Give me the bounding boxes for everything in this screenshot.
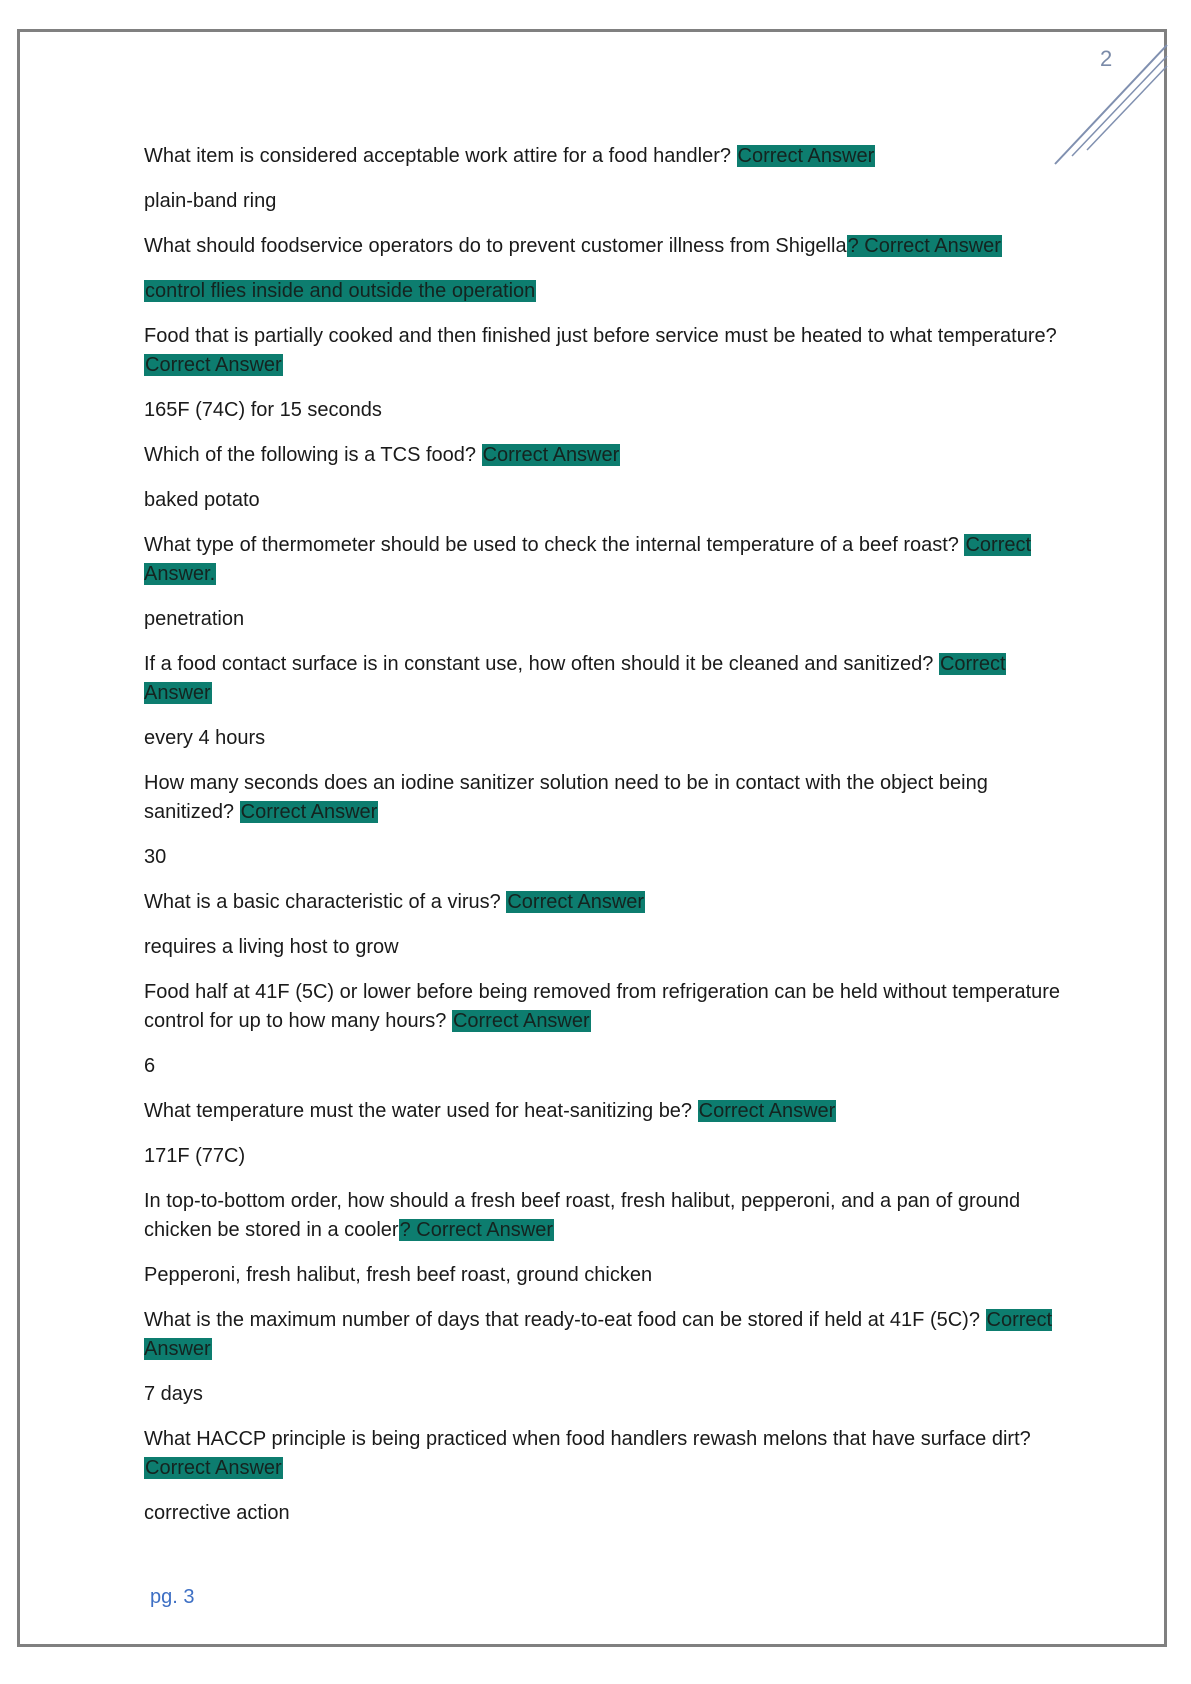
- highlighted-text: ? Correct Answer: [399, 1219, 553, 1241]
- paragraph-text: What type of thermometer should be used to check the internal temperature of a beef roast?: [144, 534, 965, 556]
- paragraph-text: What HACCP principle is being practiced when food handlers rewash melons that have surface dirt?: [144, 1428, 1031, 1450]
- highlighted-text: Correct Answer: [482, 444, 620, 466]
- answer-paragraph: [144, 277, 1064, 306]
- question-paragraph: [144, 978, 1064, 1036]
- paragraph-text: corrective action: [144, 1502, 290, 1524]
- question-paragraph: [144, 1187, 1064, 1245]
- answer-paragraph: [144, 933, 1064, 962]
- highlighted-text: Correct Answer: [145, 354, 282, 376]
- paragraph-text: plain-band ring: [144, 190, 277, 212]
- highlighted-text: Correct Answer: [144, 653, 1006, 704]
- paragraph-text: What item is considered acceptable work attire for a food handler?: [144, 145, 737, 167]
- paragraph-text: What should foodservice operators do to prevent customer illness from Shigella: [144, 235, 847, 257]
- highlighted-text: ? Correct Answer: [847, 235, 1001, 257]
- answer-paragraph: [144, 1261, 1064, 1290]
- question-paragraph: [144, 232, 1064, 261]
- highlighted-text: Correct Answer: [240, 801, 378, 823]
- highlighted-text: control flies inside and outside the operation: [145, 280, 536, 302]
- answer-paragraph: [144, 486, 1064, 515]
- question-paragraph: [144, 441, 1064, 470]
- paragraph-text: In top-to-bottom order, how should a fresh beef roast, fresh halibut, pepperoni, and a pan of ground chicken be stored in a cooler: [144, 1190, 1021, 1241]
- answer-paragraph: [144, 1052, 1064, 1081]
- paragraph-text: 6: [144, 1055, 156, 1077]
- answer-paragraph: [144, 605, 1064, 634]
- paragraph-text: What is the maximum number of days that ready-to-eat food can be stored if held at 41F (5C)?: [144, 1309, 986, 1331]
- paragraph-text: baked potato: [144, 489, 260, 511]
- question-paragraph: [144, 888, 1064, 917]
- highlighted-text: Correct Answer: [698, 1100, 836, 1122]
- page-number: 2: [1100, 46, 1113, 71]
- paragraph-text: What is a basic characteristic of a virus?: [144, 891, 507, 913]
- answer-paragraph: [144, 843, 1064, 872]
- question-paragraph: [144, 1097, 1064, 1126]
- paragraph-text: requires a living host to grow: [144, 936, 399, 958]
- question-paragraph: [144, 769, 1064, 827]
- paragraph-text: every 4 hours: [144, 727, 266, 749]
- paragraph-text: Food half at 41F (5C) or lower before being removed from refrigeration can be held without temperature control for up to how many hours?: [144, 981, 1061, 1032]
- paragraph-text: Which of the following is a TCS food?: [144, 444, 482, 466]
- answer-paragraph: [144, 724, 1064, 753]
- highlighted-text: Correct Answer: [452, 1010, 590, 1032]
- footer-page-label: pg. 3: [150, 1586, 195, 1608]
- question-paragraph: [144, 650, 1064, 708]
- question-paragraph: [144, 531, 1064, 589]
- answer-paragraph: [144, 1380, 1064, 1409]
- answer-paragraph: [144, 1142, 1064, 1171]
- paragraph-text: Pepperoni, fresh halibut, fresh beef roast, ground chicken: [144, 1264, 653, 1286]
- paragraph-text: 7 days: [144, 1383, 203, 1405]
- answer-paragraph: [144, 1499, 1064, 1528]
- paragraph-text: If a food contact surface is in constant use, how often should it be cleaned and sanitized?: [144, 653, 939, 675]
- highlighted-text: Correct Answer: [145, 1457, 282, 1479]
- question-paragraph: [144, 142, 1064, 171]
- highlighted-text: Correct Answer: [737, 145, 875, 167]
- highlighted-text: Correct Answer: [144, 1309, 1053, 1360]
- paragraph-text: How many seconds does an iodine sanitizer solution need to be in contact with the object being sanitized?: [144, 772, 988, 823]
- answer-paragraph: [144, 187, 1064, 216]
- question-paragraph: [144, 1306, 1064, 1364]
- highlighted-text: Correct Answer: [507, 891, 645, 913]
- paragraph-text: penetration: [144, 608, 245, 630]
- paragraph-text: 30: [144, 846, 167, 868]
- question-paragraph: [144, 1425, 1064, 1483]
- qa-content: [144, 142, 1064, 1544]
- question-paragraph: [144, 322, 1064, 380]
- paragraph-text: 165F (74C) for 15 seconds: [144, 399, 382, 421]
- paragraph-text: What temperature must the water used for heat-sanitizing be?: [144, 1100, 698, 1122]
- paragraph-text: Food that is partially cooked and then finished just before service must be heated to what temperature?: [144, 325, 1057, 347]
- paragraph-text: 171F (77C): [144, 1145, 246, 1167]
- answer-paragraph: [144, 396, 1064, 425]
- highlighted-text: Correct Answer.: [144, 534, 1032, 585]
